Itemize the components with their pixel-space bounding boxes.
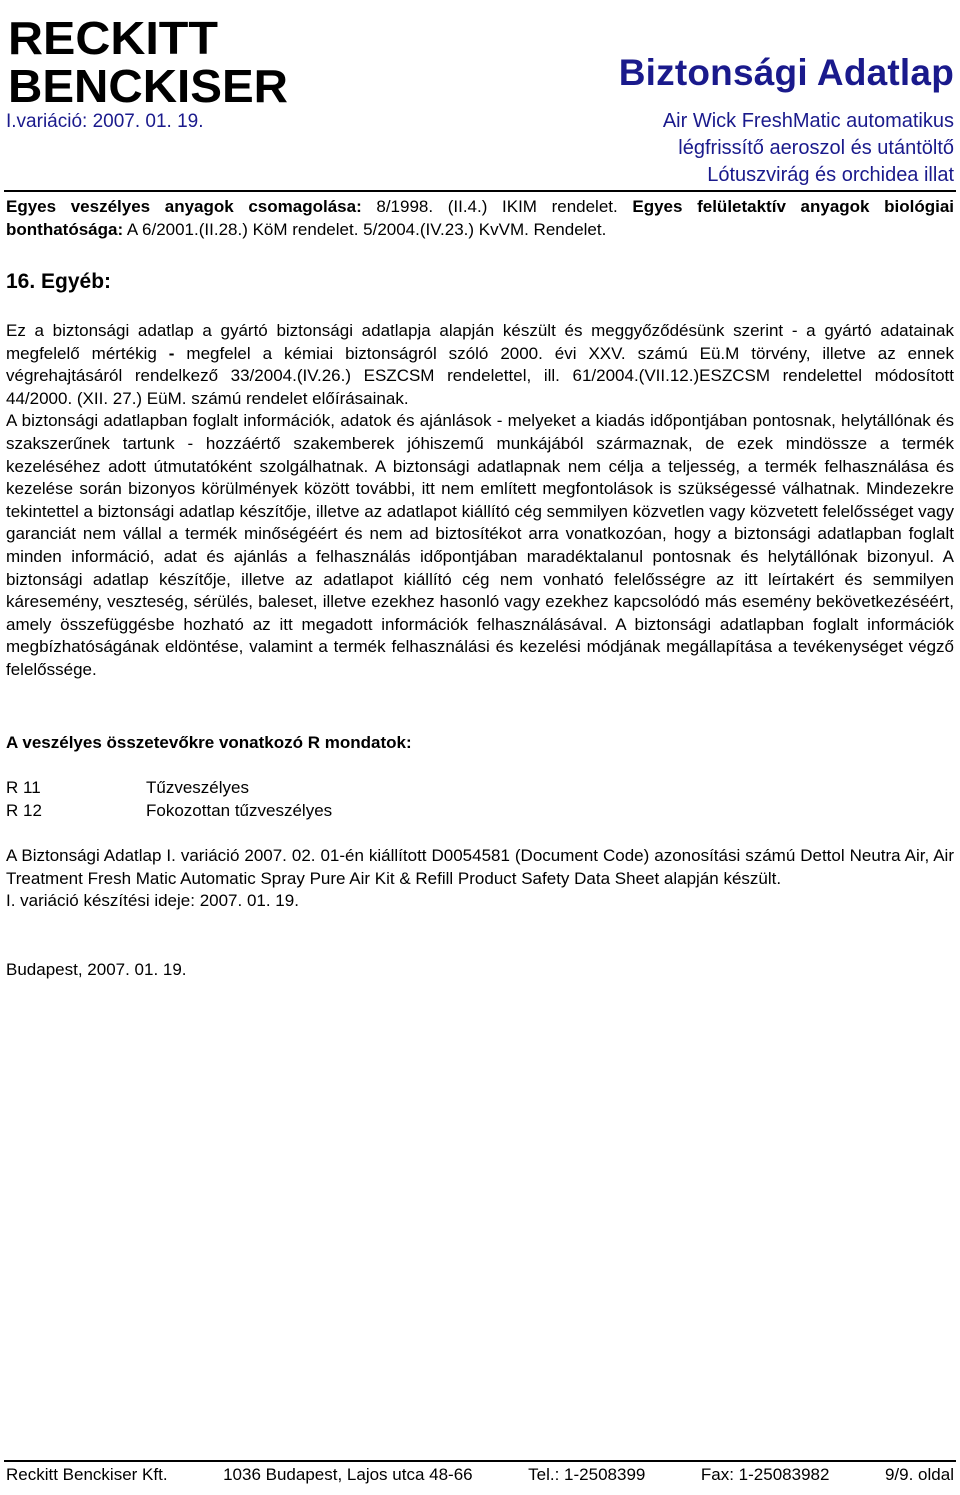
source-statement [6,845,954,913]
packaging-text: 8/1998. (II.4.) IKIM rendelet. [361,197,633,216]
logo-line-1: RECKITT [8,12,219,64]
page-footer [6,1465,954,1485]
place-and-date: Budapest, 2007. 01. 19. [6,960,187,979]
product-line-2: légfrissítő aeroszol és utántöltő [678,137,954,159]
creation-date-text: I. variáció készítési ideje: 2007. 01. 19. [6,891,299,911]
product-line-1: Air Wick FreshMatic automatikus [662,110,954,132]
r-phrases-list [6,776,332,822]
variation-date: I.variáció: 2007. 01. 19. [6,111,204,132]
regulations-intro [6,196,954,241]
footer-phone: Tel.: 1-2508399 [528,1465,646,1484]
r-phrase-text: Tűzveszélyes [146,778,249,797]
document-title: Biztonsági Adatlap [618,52,954,93]
packaging-label: Egyes veszélyes anyagok csomagolása: [6,197,362,216]
r-phrases-heading: A veszélyes összetevőkre vonatkozó R mondatok: [6,733,412,752]
compliance-text-a: Ez a biztonsági adatlap a gyártó biztonsági adatlapja alapján készült és meggyőződésünk szerint - a gyártó adatainak megfelelő mértékig [6,321,954,363]
footer-company: Reckitt Benckiser Kft. [6,1465,168,1484]
footer-address: 1036 Budapest, Lajos utca 48-66 [223,1465,473,1484]
footer-divider [4,1460,956,1462]
header-divider [4,190,956,192]
disclaimer-paragraph: A biztonsági adatlapban foglalt információk, adatok és ajánlások - melyeket a kiadás időpontjában pontosnak, helytállónak és szakszerűnek tartunk - hozzáértő szakemberek jóhiszemű munkájából származnak, de ezek mindössze a termék kezeléséhez adott útmutatóként szolgálhatnak. A biztonsági adatlapnak nem célja a teljesség, a termék felhasználása és kezelése során bizonyos körülmények között további, itt nem említett megfontolások is szükségessé válhatnak. Mindezekre tekintettel a biztonsági adatlap készítője, illetve az adatlapot kiállító cég semmilyen közvetlen vagy közvetett felelősséget vagy garanciát nem vállal a termék minőségéért és nem ad biztosítékot arra vonatkozóan, hogy a biztonsági adatlapban foglalt minden információ, adat és ajánlás a felhasználás időpontjában maradéktalanul pontosnak és helytállónak bizonyul. A biztonsági adatlap készítője, illetve az adatlapot kiállító cég nem vonható felelősségre az itt leírtakért és semmilyen káresemény, veszteség, sérülés, baleset, illetve ezekhez hasonló vagy ezekhez kapcsolódó más esemény bekövetkezéséért, amely összefüggésbe hozható az itt megadott információk felhasználásával. A biztonsági adatlapban foglalt információk megbízhatóságának eldöntése, valamint a termék felhasználási és kezelési módjának megállapítása a tevékenységet végző felelőssége. [6,411,954,679]
section-16-body [6,320,954,682]
product-line-3: Lótuszvirág és orchidea illat [707,164,954,186]
r-phrase-row [6,799,332,822]
compliance-text-b: megfelel a kémiai biztonságról szóló 2000. évi XXV. számú Eü.M törvény, illetve az ennek végrehajtásáról rendelkező 33/2004.(IV.26.) ESZCSM rendelettel, ill. 61/2004.(VII.12.)ESZCSM rendelettel módosított 44/2000. (XII. 27.) EüM. számú rendelet előírásainak. [6,343,955,408]
logo-line-2: BENCKISER [8,60,288,108]
r-phrase-code: R 11 [6,778,41,797]
r-phrase-row [6,776,332,799]
compliance-dash: - [168,343,175,363]
r-phrase-code: R 12 [6,801,42,820]
footer-page-number: 9/9. oldal [884,1465,954,1484]
r-phrase-text: Fokozottan tűzveszélyes [146,801,333,820]
section-16-heading: 16. Egyéb: [6,270,112,293]
compliance-paragraph [6,320,954,410]
source-document-text: A Biztonsági Adatlap I. variáció 2007. 02. 01-én kiállított D0054581 (Document Code) azonosítási számú Dettol Neutra Air, Air Treatment Fresh Matic Automatic Spray Pure Air Kit & Refill Product Safety Data Sheet alapján készült. [6,846,954,888]
reckitt-benckiser-logo [6,10,291,108]
footer-fax: Fax: 1-25083982 [700,1465,830,1484]
product-name [663,108,954,189]
surfactant-text: A 6/2001.(II.28.) KöM rendelet. 5/2004.(IV.23.) KvVM. Rendelet. [123,219,607,239]
surfactant-label: Egyes felületaktív anyagok biológiai bonthatósága: [6,197,955,239]
